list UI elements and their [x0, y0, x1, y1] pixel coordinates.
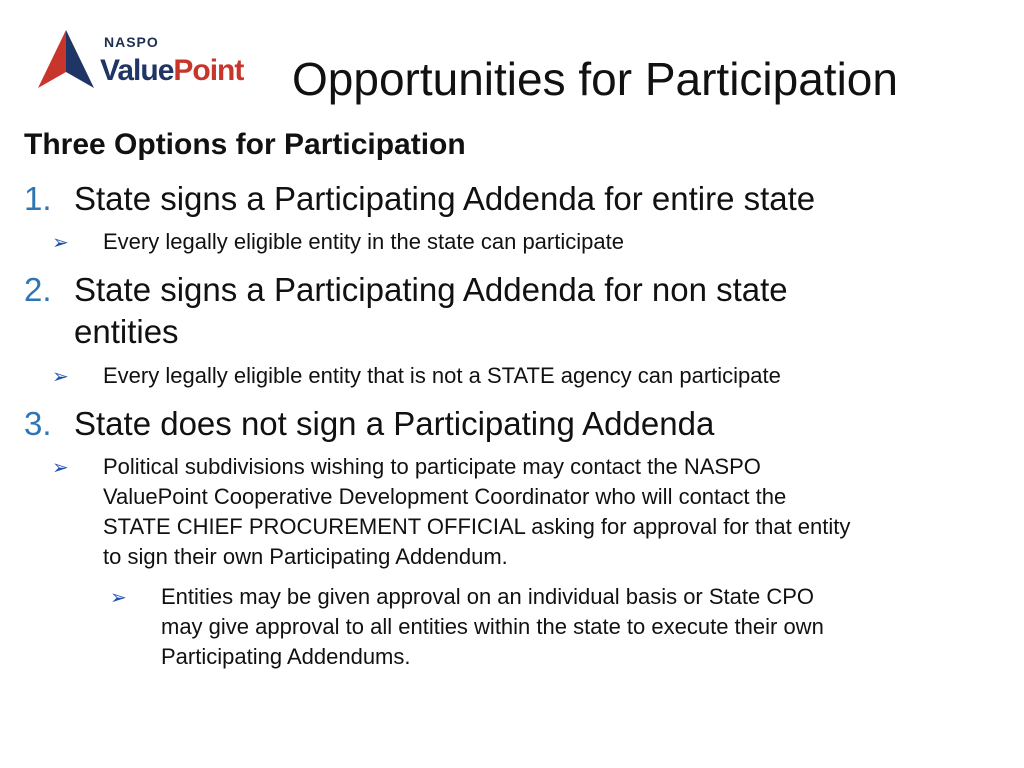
arrow-bullet-icon: ➢	[52, 232, 69, 254]
option-bullet-line: STATE CHIEF PROCUREMENT OFFICIAL asking for approval for that entity	[103, 514, 851, 539]
arrow-bullet-icon: ➢	[52, 457, 69, 479]
option-text: State does not sign a Participating Addenda	[74, 405, 715, 442]
option-sub-bullet-line: Entities may be given approval on an individual basis or State CPO	[161, 584, 815, 609]
logo-valuepoint-text: ValuePoint	[100, 54, 244, 87]
arrow-bullet-icon: ➢	[52, 366, 69, 388]
arrow-bullet-icon: ➢	[110, 587, 127, 609]
option-bullet-line: Political subdivisions wishing to participate may contact the NASPO	[103, 454, 761, 479]
option-number: 3.	[24, 405, 52, 442]
slide-title: Opportunities for Participation	[292, 53, 898, 105]
option-number: 1.	[24, 180, 52, 217]
option-bullet: Every legally eligible entity in the state can participate	[103, 229, 624, 254]
option-bullet-line: to sign their own Participating Addendum.	[103, 544, 508, 569]
logo-naspo-text: NASPO	[104, 34, 159, 50]
option-text: State signs a Participating Addenda for entire state	[74, 180, 816, 217]
naspo-valuepoint-logo	[36, 28, 251, 98]
option-sub-bullet-line: Participating Addendums.	[161, 644, 411, 669]
slide-subtitle: Three Options for Participation	[24, 128, 466, 161]
option-number: 2.	[24, 271, 52, 308]
option-bullet-line: ValuePoint Cooperative Development Coordinator who will contact the	[103, 484, 787, 509]
option-bullet: Every legally eligible entity that is not a STATE agency can participate	[103, 363, 781, 388]
option-text-line: State signs a Participating Addenda for non state	[74, 271, 788, 308]
option-sub-bullet-line: may give approval to all entities within the state to execute their own	[161, 614, 824, 639]
logo-mountain-icon	[36, 28, 96, 90]
option-text-line: entities	[74, 313, 179, 350]
